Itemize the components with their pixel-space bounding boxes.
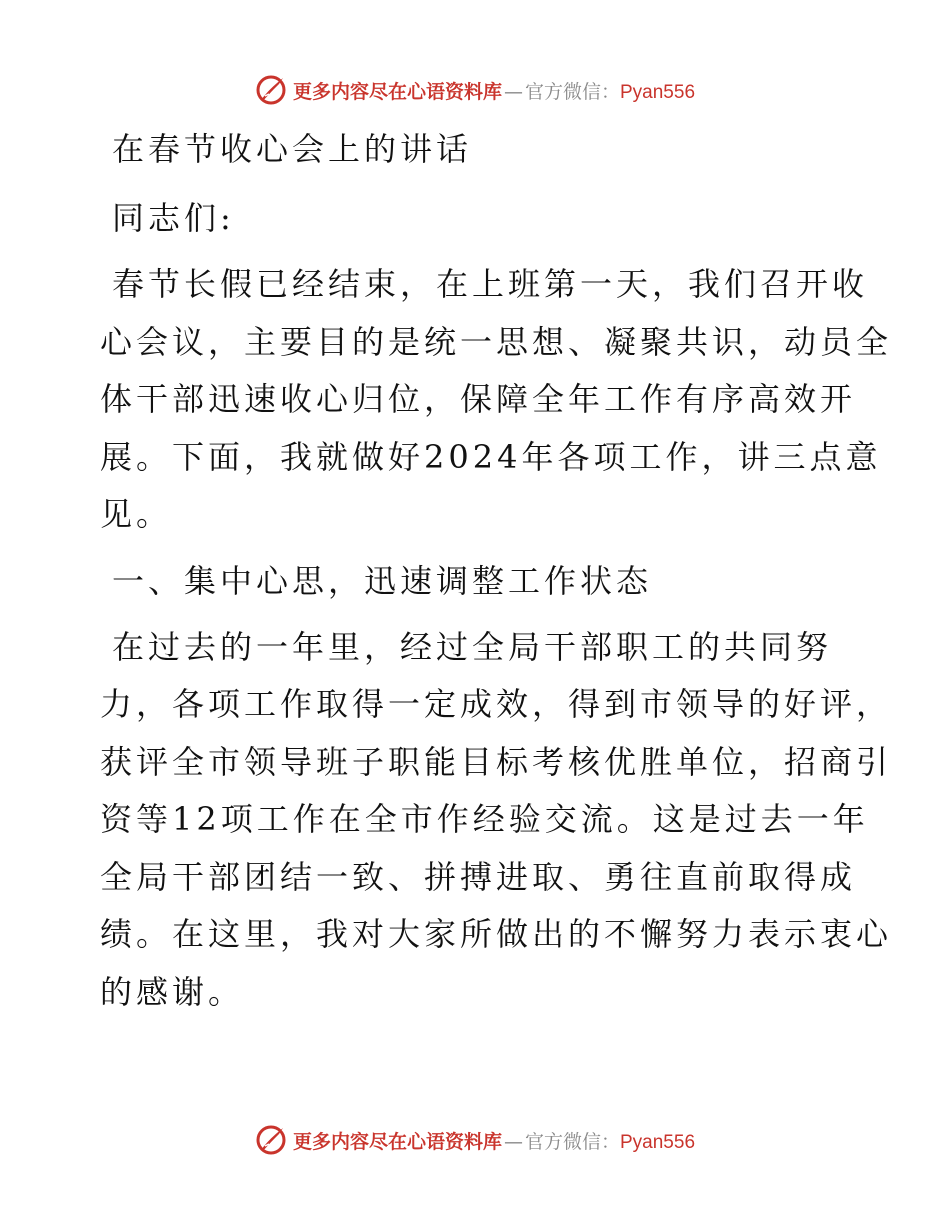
paragraph-1-line: 春节长假已经结束，在上班第一天，我们召开收 [112,265,869,303]
paragraph-2-line: 力，各项工作取得一定成效，得到市领导的好评， [100,685,893,723]
document-body [100,126,893,1021]
paragraph-2-line: 绩。在这里，我对大家所做出的不懈努力表示衷心 [100,915,893,953]
banner-wechat-label: 官方微信： [524,1130,620,1153]
banner-dash: — [503,80,523,103]
paragraph-2-line: 的感谢。 [100,972,245,1011]
banner-wechat-label: 官方微信： [524,80,620,103]
footer-banner [0,1120,950,1160]
paragraph-2-line: 全局干部团结一致、拼搏进取、勇往直前取得成 [100,857,857,896]
banner-text [293,77,695,104]
banner-wechat-id: Pyan556 [620,1131,696,1153]
banner-main-text: 更多内容尽在心语资料库 [292,80,502,103]
header-banner [0,70,950,110]
paragraph-1 [100,256,893,544]
banner-dash: — [503,1130,523,1153]
paragraph-2 [100,619,893,1022]
paragraph-2-line: 在过去的一年里，经过全局干部职工的共同努 [112,627,833,666]
quill-seal-logo-icon [255,1124,287,1156]
quill-seal-logo-icon [255,74,287,106]
banner-text [293,1127,695,1154]
salutation: 同志们: [112,199,235,237]
paragraph-2-line: 获评全市领导班子职能目标考核优胜单位，招商引 [100,742,893,781]
paragraph-1-line: 见。 [100,495,173,533]
banner-main-text: 更多内容尽在心语资料库 [292,1130,502,1153]
section-1-heading: 一、集中心思，迅速调整工作状态 [112,561,653,600]
paragraph-2-line: 资等12项工作在全市作经验交流。这是过去一年 [100,800,869,838]
banner-wechat-id: Pyan556 [620,81,696,103]
document-title: 在春节收心会上的讲话 [112,130,473,168]
paragraph-1-line: 心会议，主要目的是统一思想、凝聚共识，动员全 [100,322,893,361]
paragraph-1-line: 体干部迅速收心归位，保障全年工作有序高效开 [100,380,857,418]
paragraph-1-line: 展。下面，我就做好2024年各项工作，讲三点意 [100,437,882,476]
